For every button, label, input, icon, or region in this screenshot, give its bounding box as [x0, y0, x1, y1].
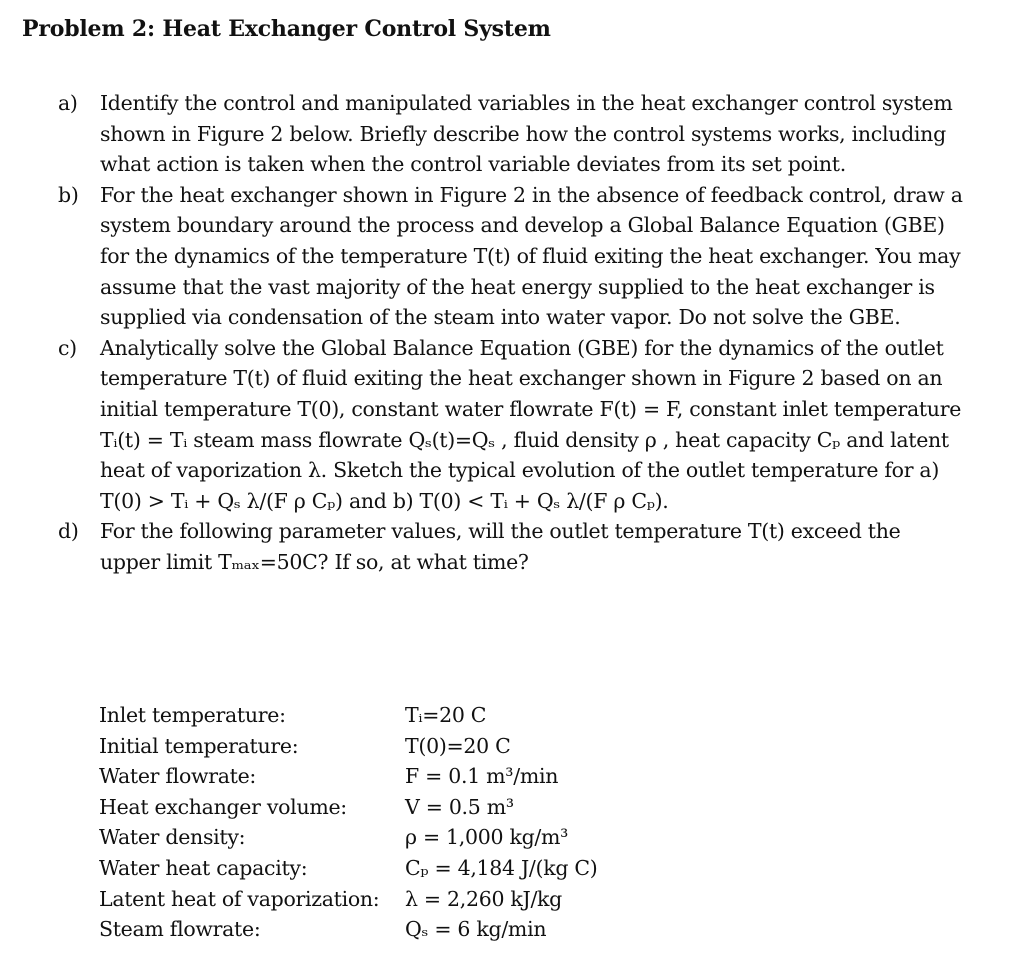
part-b	[58, 180, 963, 333]
parameter-label: Latent heat of vaporization:	[99, 886, 380, 911]
parameter-value: ρ = 1,000 kg/m³	[405, 825, 569, 850]
part-d	[58, 516, 963, 577]
parameter-value: F = 0.1 m³/min	[405, 764, 559, 789]
part-c	[58, 333, 963, 517]
page-title: Problem 2: Heat Exchanger Control System	[22, 16, 551, 42]
part-marker: c)	[58, 335, 77, 360]
part-marker: d)	[58, 519, 79, 544]
part-text: For the heat exchanger shown in Figure 2 in the absence of feedback control, draw a system boundary around the process and develop a Global Balance Equation (GBE) for the dynamics of the temperature T(t) of fluid exiting the heat exchanger. You may assume that the vast majority of the heat energy supplied to the heat exchanger is supplied via condensation of the steam into water vapor. Do not solve the GBE.	[100, 182, 963, 330]
parameter-row	[99, 700, 597, 731]
parameter-row	[99, 731, 597, 762]
part-marker: b)	[58, 182, 79, 207]
parameter-label: Water density:	[99, 825, 246, 850]
problem-parts	[58, 88, 963, 578]
parameter-row	[99, 761, 597, 792]
parameter-label: Water flowrate:	[99, 764, 257, 789]
parameter-row	[99, 853, 597, 884]
parameter-label: Steam flowrate:	[99, 917, 261, 942]
parameter-label: Inlet temperature:	[99, 703, 286, 727]
parameter-value: λ = 2,260 kJ/kg	[405, 886, 562, 911]
parameter-value: Tᵢ=20 C	[405, 703, 487, 727]
part-text: Identify the control and manipulated variables in the heat exchanger control system shown in Figure 2 below. Briefly describe how the control systems works, including what action is taken when the control variable deviates from its set point.	[100, 91, 953, 177]
parameter-label: Water heat capacity:	[99, 855, 308, 880]
parameter-row	[99, 822, 597, 853]
parameter-label: Heat exchanger volume:	[99, 794, 347, 819]
parameter-row	[99, 792, 597, 823]
parameter-row	[99, 914, 597, 945]
parameter-value: Cₚ = 4,184 J/(kg C)	[405, 855, 598, 880]
parameter-value: Qₛ = 6 kg/min	[405, 917, 547, 942]
part-marker: a)	[58, 91, 78, 115]
part-a	[58, 88, 963, 180]
parameter-row	[99, 884, 597, 915]
parameter-value: V = 0.5 m³	[405, 794, 514, 819]
parameter-table	[99, 700, 597, 945]
part-text: Analytically solve the Global Balance Equation (GBE) for the dynamics of the outlet temperature T(t) of fluid exiting the heat exchanger shown in Figure 2 based on an initial temperature T(0), constant water flowrate F(t) = F, constant inlet temperature Tᵢ(t) = Tᵢ steam mass flowrate Qₛ(t)=Qₛ , fluid density ρ , heat capacity Cₚ and latent heat of vaporization λ. Sketch the typical evolution of the outlet temperature for a) T(0) > Tᵢ + Qₛ λ/(F ρ Cₚ) and b) T(0) < Tᵢ + Qₛ λ/(F ρ Cₚ).	[100, 335, 962, 513]
parameter-label: Initial temperature:	[99, 733, 299, 758]
part-text: For the following parameter values, will the outlet temperature T(t) exceed the upper limit Tₘₐₓ=50C? If so, at what time?	[100, 519, 901, 574]
parameter-value: T(0)=20 C	[405, 733, 511, 758]
